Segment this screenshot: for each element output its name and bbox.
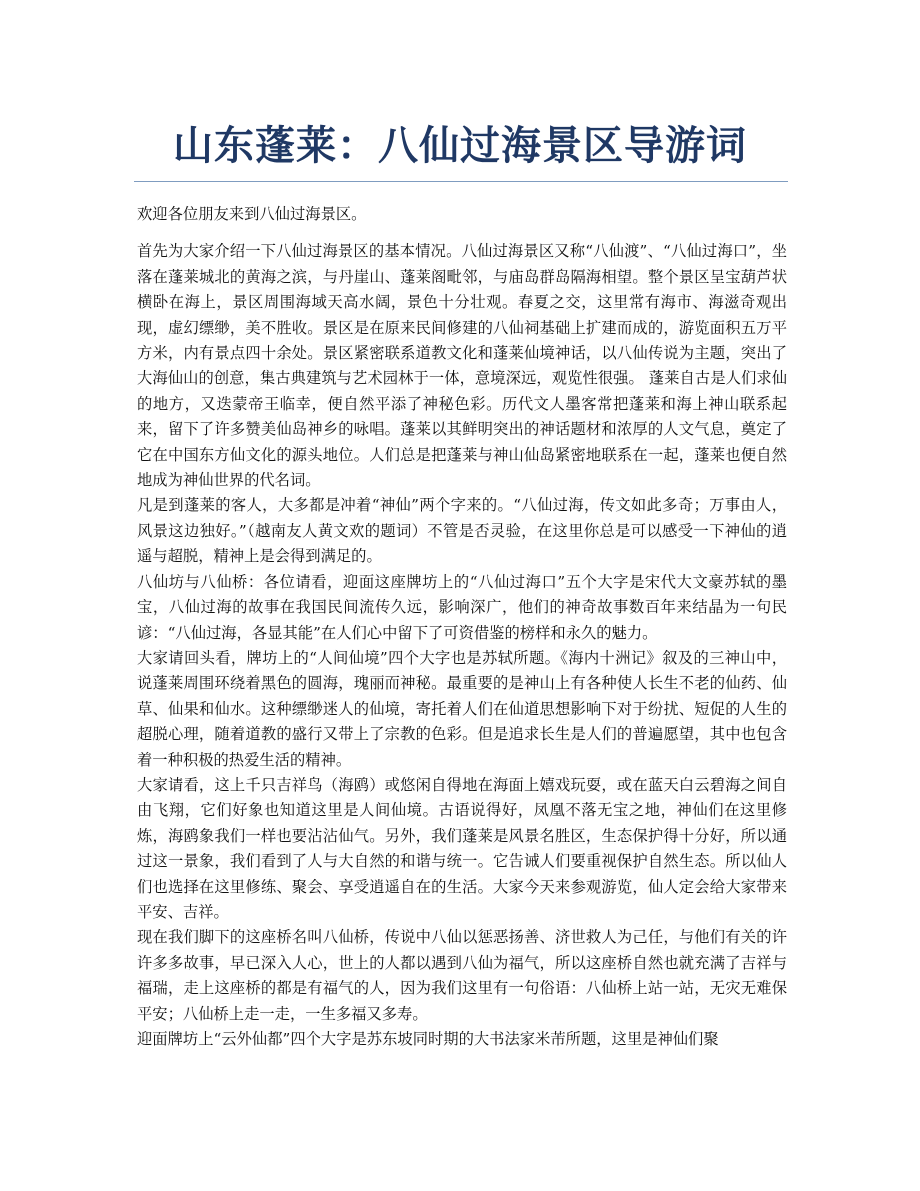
paragraph-welcome: 欢迎各位朋友来到八仙过海景区。 <box>137 205 367 223</box>
title-divider <box>134 181 788 182</box>
paragraph-yunwai-xiandu: 迎面牌坊上“云外仙都”四个大字是苏东坡同时期的大书法家米芾所题，这里是神仙们聚 <box>137 1030 719 1048</box>
document-body <box>137 202 787 1052</box>
paragraph-introduction: 首先为大家介绍一下八仙过海景区的基本情况。八仙过海景区又称“八仙渡”、“八仙过海口”，坐落在蓬莱城北的黄海之滨，与丹崖山、蓬莱阁毗邻，与庙岛群岛隔海相望。整个景区呈宝葫芦状横卧在海上，景区周围海域天高水阔，景色十分壮观。春夏之交，这里常有海市、海滋奇观出现，虚幻缥缈，美不胜收。景区是在原来民间修建的八仙祠基础上扩建而成的，游览面积五万平方米，内有景点四十余处。景区紧密联系道教文化和蓬莱仙境神话，以八仙传说为主题，突出了大海仙山的创意，集古典建筑与艺术园林于一体，意境深远，观览性很强。 蓬莱自古是人们求仙的地方，又迭蒙帝王临幸，便自然平添了神秘色彩。历代文人墨客常把蓬莱和海上神山联系起来，留下了许多赞美仙岛神乡的咏唱。蓬莱以其鲜明突出的神话题材和浓厚的人文气息，奠定了它在中国东方仙文化的源头地位。人们总是把蓬莱与神山仙岛紧密地联系在一起，蓬莱也便自然地成为神仙世界的代名词。 <box>137 242 787 490</box>
paragraph-baxian-bridge: 现在我们脚下的这座桥名叫八仙桥，传说中八仙以惩恶扬善、济世救人为己任，与他们有关的许许多多故事，早已深入人心，世上的人都以遇到八仙为福气，所以这座桥自然也就充满了吉祥与福瑞，走上这座桥的都是有福气的人，因为我们这里有一句俗语：八仙桥上站一站，无灾无难保平安；八仙桥上走一走，一生多福又多寿。 <box>137 928 787 1023</box>
paragraph-visitors: 凡是到蓬莱的客人，大多都是冲着“神仙”两个字来的。“八仙过海，传文如此多奇；万事由人，风景这边独好。”（越南友人黄文欢的题词）不管是否灵验，在这里你总是可以感受一下神仙的逍遥与超脱，精神上是会得到满足的。 <box>137 496 787 566</box>
paragraph-baxian-archway: 八仙坊与八仙桥：各位请看，迎面这座牌坊上的“八仙过海口”五个大字是宋代大文豪苏轼的墨宝，八仙过海的故事在我国民间流传久远，影响深广，他们的神奇故事数百年来结晶为一句民谚：“八仙过海，各显其能”在人们心中留下了可资借鉴的榜样和永久的魅力。 <box>137 572 787 642</box>
page-title: 山东蓬莱：八仙过海景区导游词 <box>173 123 747 169</box>
paragraph-seagulls: 大家请看，这上千只吉祥鸟（海鸥）或悠闲自得地在海面上嬉戏玩耍，或在蓝天白云碧海之间自由飞翔，它们好象也知道这里是人间仙境。古语说得好，凤凰不落无宝之地，神仙们在这里修炼，海鸥象我们一样也要沾沾仙气。另外，我们蓬莱是风景名胜区，生态保护得十分好，所以通过这一景象，我们看到了人与大自然的和谐与统一。它告诫人们要重视保护自然生态。所以仙人们也选择在这里修练、聚会、享受逍遥自在的生活。大家今天来参观游览，仙人定会给大家带来平安、吉祥。 <box>137 775 787 921</box>
paragraph-renjian-xianjing: 大家请回头看，牌坊上的“人间仙境”四个大字也是苏轼所题。《海内十洲记》叙及的三神山中，说蓬莱周围环绕着黑色的圆海，瑰丽而神秘。最重要的是神山上有各种使人长生不老的仙药、仙草、仙果和仙水。这种缥缈迷人的仙境，寄托着人们在仙道思想影响下对于纷扰、短促的人生的超脱心理，随着道教的盛行又带上了宗教的色彩。但是追求长生是人们的普遍愿望，其中也包含着一种积极的热爱生活的精神。 <box>137 648 787 769</box>
